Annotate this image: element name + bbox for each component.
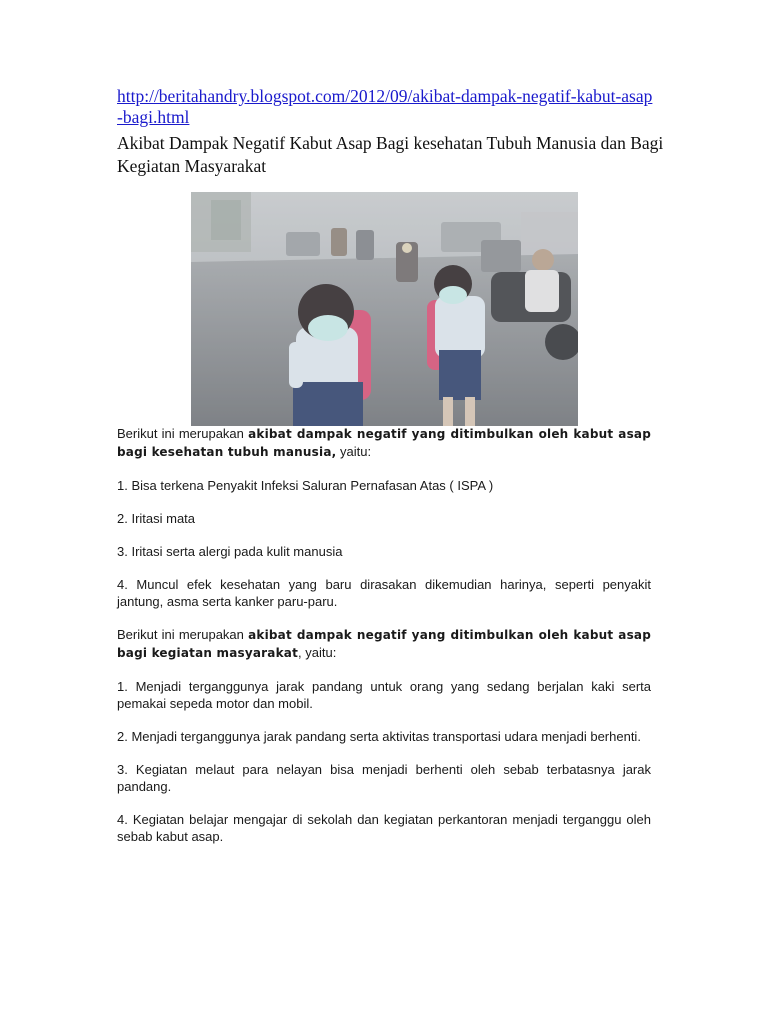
- society-intro-bold: akibat dampak negatif yang ditimbulkan oleh kabut asap bagi kegiatan masyarakat: [117, 628, 652, 660]
- society-item: 2. Menjadi terganggunya jarak pandang serta aktivitas transportasi udara menjadi berhenti.: [117, 729, 641, 744]
- health-intro-bold: akibat dampak negatif yang ditimbulkan oleh kabut asap bagi kesehatan tubuh manusia,: [117, 427, 652, 459]
- health-intro: [117, 425, 651, 461]
- haze-photo: [191, 192, 578, 426]
- health-intro-prefix: Berikut ini merupakan: [117, 426, 249, 441]
- health-item: 2. Iritasi mata: [117, 511, 196, 526]
- health-item: 4. Muncul efek kesehatan yang baru dirasakan dikemudian harinya, seperti penyakit jantung, asma serta kanker paru-paru.: [117, 577, 651, 609]
- health-item: 1. Bisa terkena Penyakit Infeksi Saluran Pernafasan Atas ( ISPA ): [117, 478, 494, 493]
- society-intro-prefix: Berikut ini merupakan: [117, 627, 249, 642]
- society-item: 1. Menjadi terganggunya jarak pandang untuk orang yang sedang berjalan kaki serta pemakai sepeda motor dan mobil.: [117, 679, 651, 711]
- article-title: Akibat Dampak Negatif Kabut Asap Bagi kesehatan Tubuh Manusia dan Bagi Kegiatan Masyarakat: [117, 133, 664, 176]
- source-link[interactable]: http://beritahandry.blogspot.com/2012/09/akibat-dampak-negatif-kabut-asap-bagi.html: [117, 86, 653, 127]
- society-item: 3. Kegiatan melaut para nelayan bisa menjadi berhenti oleh sebab terbatasnya jarak pandang.: [117, 762, 651, 794]
- health-item: 3. Iritasi serta alergi pada kulit manusia: [117, 544, 343, 559]
- health-intro-suffix: yaitu:: [336, 444, 372, 459]
- article-body: [117, 425, 651, 845]
- society-item: 4. Kegiatan belajar mengajar di sekolah dan kegiatan perkantoran menjadi terganggu oleh sebab kabut asap.: [117, 812, 651, 844]
- haze-photo-illustration: [191, 192, 578, 426]
- society-intro-suffix: , yaitu:: [298, 645, 337, 660]
- society-intro: [117, 626, 651, 662]
